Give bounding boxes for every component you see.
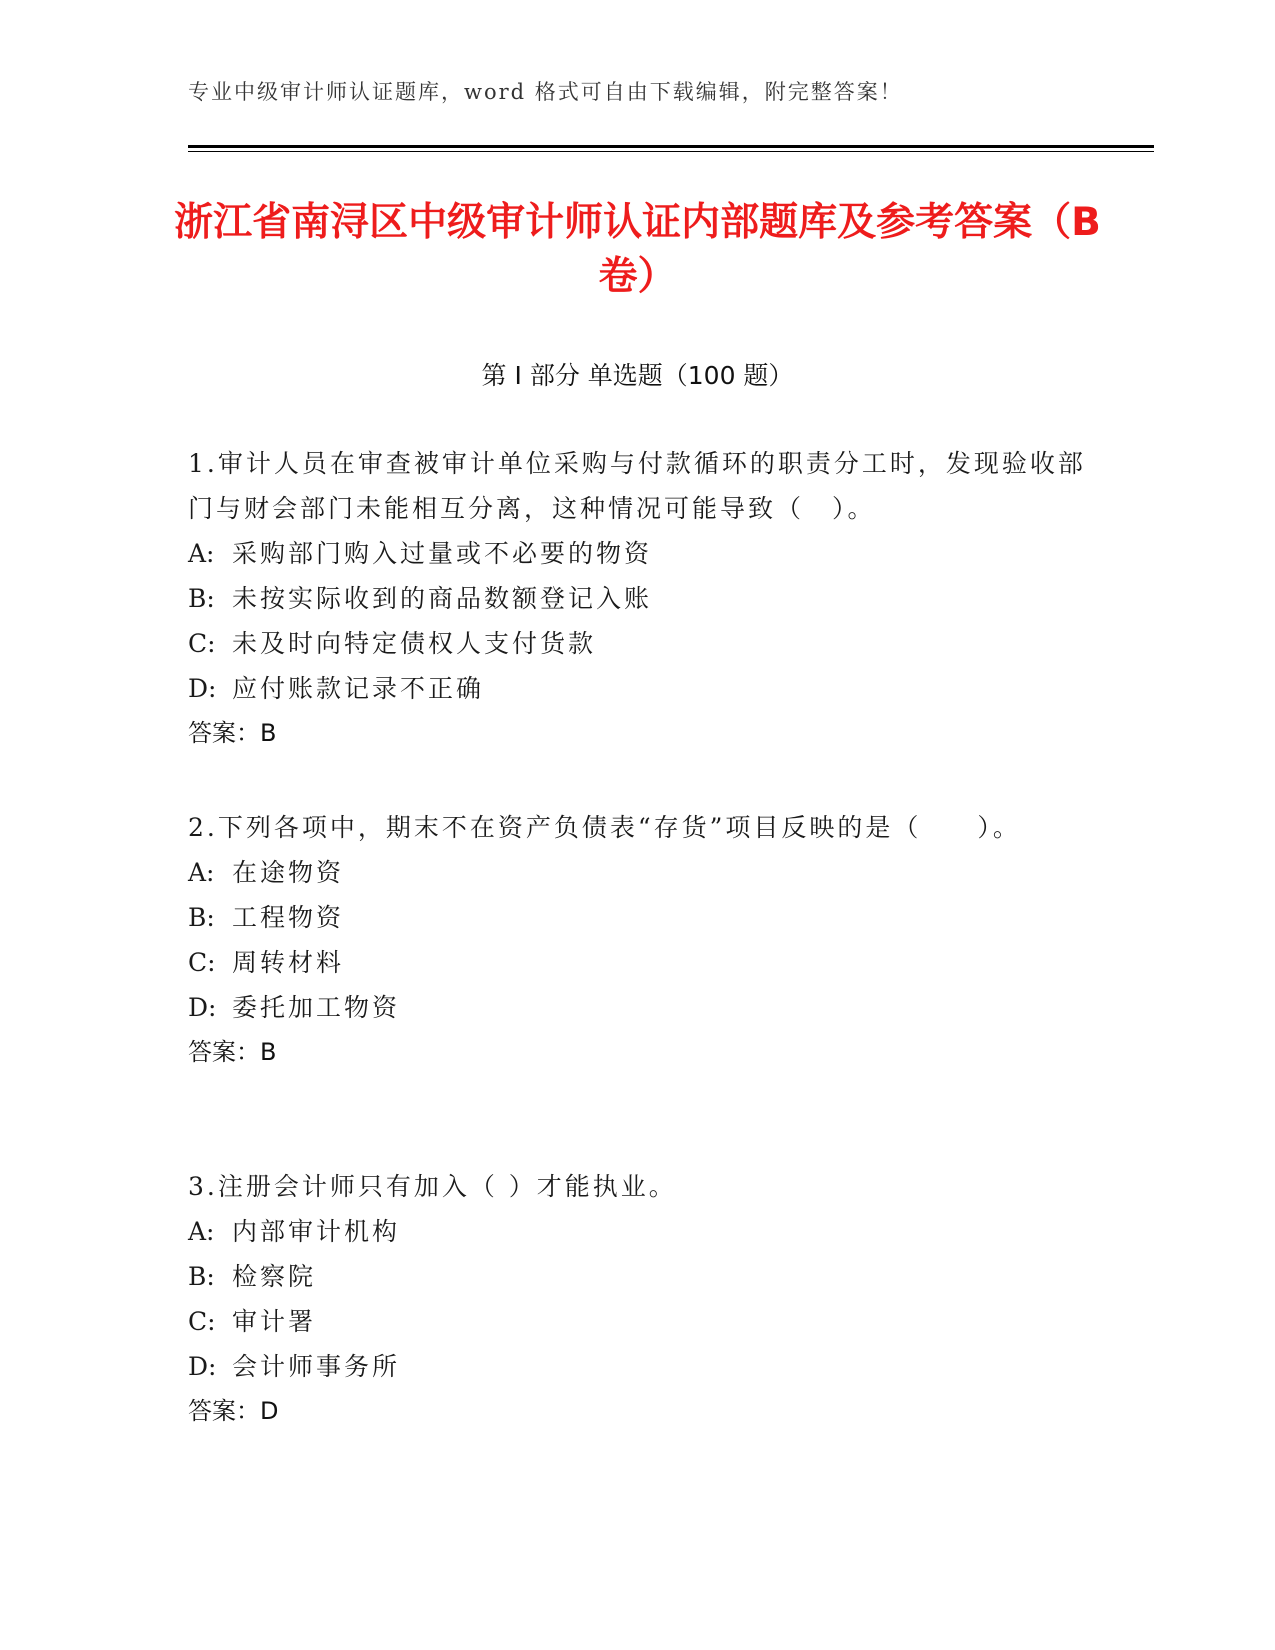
option-b <box>188 1254 1088 1299</box>
option-text: 应付账款记录不正确 <box>232 674 485 703</box>
option-a <box>188 1209 1088 1254</box>
option-c <box>188 940 1088 985</box>
option-text: 在途物资 <box>232 858 345 887</box>
option-letter: A: <box>188 1217 215 1246</box>
header-divider-thick <box>188 145 1154 148</box>
question-block <box>188 805 1088 1075</box>
option-d <box>188 666 1088 711</box>
option-b <box>188 895 1088 940</box>
question-block <box>188 441 1088 756</box>
option-text: 审计署 <box>232 1307 317 1336</box>
answer-line: 答案：B <box>188 1038 277 1066</box>
question-stem: 3.注册会计师只有加入（ ）才能执业。 <box>188 1172 677 1201</box>
option-text: 未及时向特定债权人支付货款 <box>232 629 597 658</box>
question-stem: 2.下列各项中，期末不在资产负债表“存货”项目反映的是（ ）。 <box>188 813 1021 842</box>
question-block <box>188 1164 1088 1434</box>
option-letter: B: <box>188 584 215 613</box>
question-stem: 1.审计人员在审查被审计单位采购与付款循环的职责分工时，发现验收部门与财会部门未能相互分离，这种情况可能导致（ ）。 <box>188 449 1086 523</box>
option-letter: D: <box>188 1352 217 1381</box>
option-c <box>188 1299 1088 1344</box>
option-letter: D: <box>188 993 217 1022</box>
option-text: 委托加工物资 <box>232 993 401 1022</box>
option-c <box>188 621 1088 666</box>
option-letter: B: <box>188 903 215 932</box>
header-divider-thin <box>188 151 1154 152</box>
answer-line: 答案：B <box>188 719 277 747</box>
option-letter: A: <box>188 858 215 887</box>
answer-line: 答案：D <box>188 1397 279 1425</box>
option-text: 内部审计机构 <box>232 1217 401 1246</box>
option-letter: C: <box>188 948 216 977</box>
option-text: 周转材料 <box>232 948 345 977</box>
option-letter: B: <box>188 1262 215 1291</box>
option-a <box>188 850 1088 895</box>
option-text: 未按实际收到的商品数额登记入账 <box>232 584 653 613</box>
option-text: 采购部门购入过量或不必要的物资 <box>232 539 653 568</box>
header-note: 专业中级审计师认证题库，word 格式可自由下载编辑，附完整答案！ <box>188 80 903 104</box>
option-text: 工程物资 <box>232 903 345 932</box>
option-letter: C: <box>188 1307 216 1336</box>
section-title: 第 I 部分 单选题（100 题） <box>481 361 794 390</box>
option-letter: D: <box>188 674 217 703</box>
option-text: 检察院 <box>232 1262 317 1291</box>
option-d <box>188 1344 1088 1389</box>
document-title: 浙江省南浔区中级审计师认证内部题库及参考答案（B 卷） <box>174 200 1101 299</box>
option-d <box>188 985 1088 1030</box>
option-letter: A: <box>188 539 215 568</box>
option-letter: C: <box>188 629 216 658</box>
option-text: 会计师事务所 <box>232 1352 401 1381</box>
option-b <box>188 576 1088 621</box>
option-a <box>188 531 1088 576</box>
